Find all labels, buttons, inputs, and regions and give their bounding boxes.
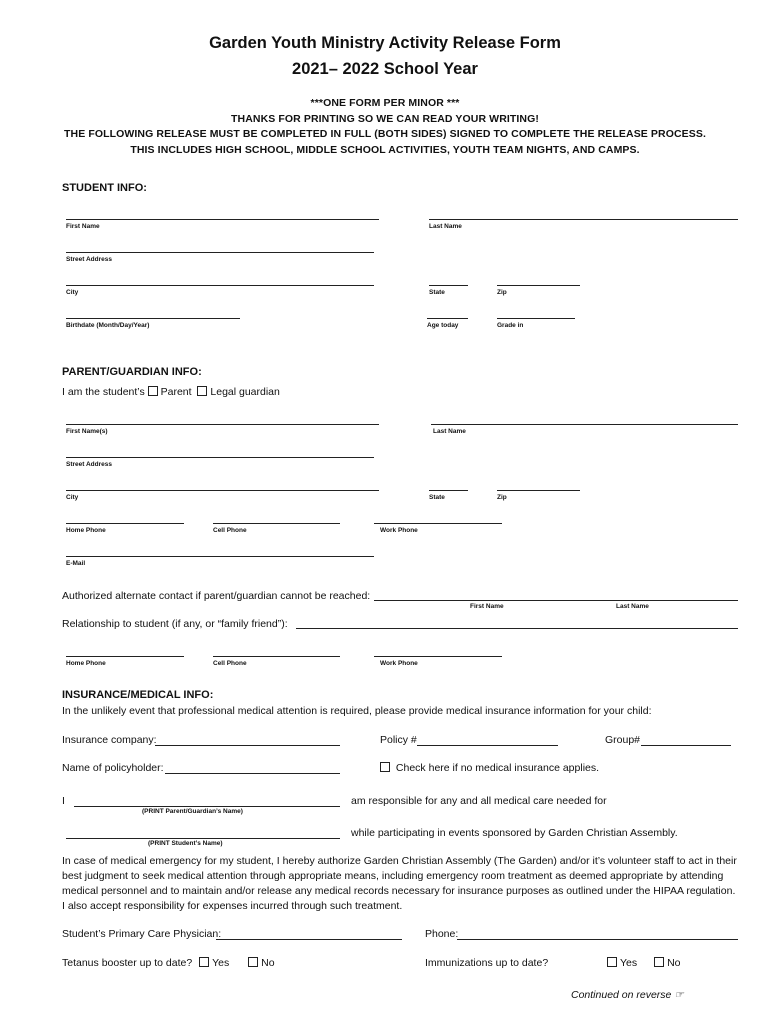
student-street-label: Street Address: [66, 256, 112, 263]
insurance-company-field[interactable]: [155, 745, 340, 746]
insurance-info-heading: INSURANCE/MEDICAL INFO:: [62, 689, 214, 701]
print-parent-caption: (PRINT Parent/Guardian’s Name): [142, 808, 243, 815]
no-insurance-label: Check here if no medical insurance applies.: [395, 762, 600, 774]
parent-state-field[interactable]: [429, 490, 468, 491]
alternate-work-phone-label: Work Phone: [380, 660, 418, 667]
immunizations-no-label: No: [667, 957, 681, 969]
immunizations-options: [607, 957, 681, 969]
student-last-name-label: Last Name: [429, 223, 462, 230]
student-age-field[interactable]: [427, 318, 468, 319]
relationship-prompt: Relationship to student (if any, or “family friend”):: [62, 618, 288, 630]
student-first-name-label: First Name: [66, 223, 100, 230]
i-label: I: [62, 795, 65, 807]
parent-first-names-label: First Name(s): [66, 428, 108, 435]
alternate-work-phone-field[interactable]: [374, 656, 502, 657]
notice-one-form: ***ONE FORM PER MINOR ***: [310, 97, 460, 109]
parent-email-field[interactable]: [66, 556, 374, 557]
immunizations-no-checkbox[interactable]: [654, 957, 664, 967]
policyholder-field[interactable]: [165, 773, 340, 774]
parent-home-phone-label: Home Phone: [66, 527, 106, 534]
immunizations-yes-label: Yes: [620, 957, 638, 969]
alternate-last-name-label: Last Name: [616, 603, 649, 610]
parent-email-label: E-Mail: [66, 560, 86, 567]
tetanus-yes-label: Yes: [212, 957, 230, 969]
student-street-field[interactable]: [66, 252, 374, 253]
responsible-text: am responsible for any and all medical care needed for: [351, 795, 607, 807]
alternate-cell-phone-field[interactable]: [213, 656, 340, 657]
print-student-caption: (PRINT Student’s Name): [148, 840, 223, 847]
notice-complete: THE FOLLOWING RELEASE MUST BE COMPLETED IN FULL (BOTH SIDES) SIGNED TO COMPLETE THE RELEASE PROCESS.: [64, 128, 706, 140]
no-insurance-row: [380, 762, 599, 774]
parent-zip-label: Zip: [497, 494, 507, 501]
legal-guardian-option-label: Legal guardian: [210, 386, 280, 398]
alternate-contact-field[interactable]: [374, 600, 738, 601]
student-birthdate-label: Birthdate (Month/Day/Year): [66, 322, 150, 329]
student-zip-label: Zip: [497, 289, 507, 296]
parent-checkbox[interactable]: [148, 386, 158, 396]
while-participating-text: while participating in events sponsored by Garden Christian Assembly.: [351, 827, 678, 839]
parent-street-field[interactable]: [66, 457, 374, 458]
relation-row: [62, 386, 280, 398]
parent-work-phone-field[interactable]: [374, 523, 502, 524]
policy-number-field[interactable]: [417, 745, 558, 746]
immunizations-yes-checkbox[interactable]: [607, 957, 617, 967]
physician-label: Student’s Primary Care Physician:: [62, 928, 222, 940]
group-number-field[interactable]: [641, 745, 731, 746]
student-age-label: Age today: [427, 322, 459, 329]
insurance-intro: In the unlikely event that professional medical attention is required, please provide medical insurance information for your child:: [62, 705, 652, 717]
alternate-first-name-label: First Name: [470, 603, 504, 610]
tetanus-label: Tetanus booster up to date?: [62, 957, 193, 969]
relationship-field[interactable]: [296, 628, 738, 629]
student-city-label: City: [66, 289, 79, 296]
parent-cell-phone-label: Cell Phone: [213, 527, 247, 534]
tetanus-no-label: No: [261, 957, 275, 969]
student-grade-field[interactable]: [497, 318, 575, 319]
notice-includes: THIS INCLUDES HIGH SCHOOL, MIDDLE SCHOOL ACTIVITIES, YOUTH TEAM NIGHTS, AND CAMPS.: [130, 144, 640, 156]
policy-number-label: Policy #: [380, 734, 417, 746]
physician-phone-field[interactable]: [457, 939, 738, 940]
no-insurance-checkbox[interactable]: [380, 762, 390, 772]
parent-street-label: Street Address: [66, 461, 112, 468]
parent-option-label: Parent: [160, 386, 192, 398]
alternate-contact-prompt: Authorized alternate contact if parent/guardian cannot be reached:: [62, 590, 371, 602]
parent-work-phone-label: Work Phone: [380, 527, 418, 534]
student-city-field[interactable]: [66, 285, 374, 286]
parent-city-field[interactable]: [66, 490, 379, 491]
policyholder-label: Name of policyholder:: [62, 762, 164, 774]
medical-authorization-paragraph: In case of medical emergency for my student, I hereby authorize Garden Christian Assembly (The Garden) and/or it’s volunteer staff to act in their best judgment to seek medical attention through appropriate means, including emergency room treatment as deemed appropriate by attending medical personnel and to maintain and/or release any medical records necessary for insurance purposes as outlined under the HIPAA regulation. I also accept responsibility for expenses incurred through such treatment.: [62, 855, 737, 912]
alternate-home-phone-label: Home Phone: [66, 660, 106, 667]
student-last-name-field[interactable]: [429, 219, 738, 220]
parent-last-name-label: Last Name: [433, 428, 466, 435]
student-print-name-field[interactable]: [66, 838, 340, 839]
parent-info-heading: PARENT/GUARDIAN INFO:: [62, 366, 202, 378]
parent-city-label: City: [66, 494, 79, 501]
parent-first-names-field[interactable]: [66, 424, 379, 425]
student-grade-label: Grade in: [497, 322, 524, 329]
student-state-label: State: [429, 289, 445, 296]
continued-on-reverse: Continued on reverse ☞: [571, 989, 684, 1001]
student-first-name-field[interactable]: [66, 219, 379, 220]
parent-print-name-field[interactable]: [74, 806, 340, 807]
school-year: 2021– 2022 School Year: [292, 60, 478, 78]
parent-state-label: State: [429, 494, 445, 501]
tetanus-row: [62, 957, 275, 969]
insurance-company-label: Insurance company:: [62, 734, 157, 746]
phone-label: Phone:: [425, 928, 459, 940]
legal-guardian-checkbox[interactable]: [197, 386, 207, 396]
student-birthdate-field[interactable]: [66, 318, 240, 319]
tetanus-yes-checkbox[interactable]: [199, 957, 209, 967]
immunizations-label: Immunizations up to date?: [425, 957, 549, 969]
parent-home-phone-field[interactable]: [66, 523, 184, 524]
form-title: Garden Youth Ministry Activity Release Form: [209, 34, 561, 52]
alternate-cell-phone-label: Cell Phone: [213, 660, 247, 667]
parent-last-name-field[interactable]: [431, 424, 738, 425]
notice-printing: THANKS FOR PRINTING SO WE CAN READ YOUR WRITING!: [231, 113, 539, 125]
relation-prefix: I am the student’s: [62, 386, 145, 398]
parent-zip-field[interactable]: [497, 490, 580, 491]
tetanus-no-checkbox[interactable]: [248, 957, 258, 967]
physician-field[interactable]: [216, 939, 402, 940]
student-zip-field[interactable]: [497, 285, 580, 286]
alternate-home-phone-field[interactable]: [66, 656, 184, 657]
student-info-heading: STUDENT INFO:: [62, 182, 147, 194]
parent-cell-phone-field[interactable]: [213, 523, 340, 524]
student-state-field[interactable]: [429, 285, 468, 286]
group-number-label: Group#: [605, 734, 641, 746]
